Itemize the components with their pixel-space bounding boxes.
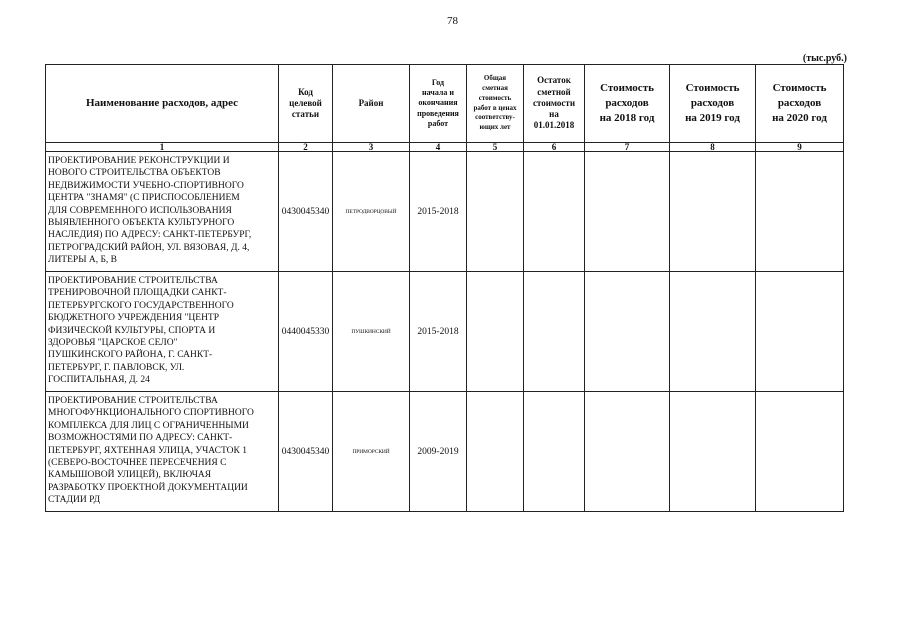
cost-2018-cell [585,272,670,392]
table-row [46,152,844,272]
total-cost-cell [467,392,524,512]
expense-name: ПРОЕКТИРОВАНИЕ РЕКОНСТРУКЦИИ И НОВОГО СТРОИТЕЛЬСТВА ОБЪЕКТОВ НЕДВИЖИМОСТИ УЧЕБНО-СПОРТИВНОГО ЦЕНТРА "ЗНАМЯ" (С ПРИСПОСОБЛЕНИЕМ ДЛЯ СОВРЕМЕННОГО ИСПОЛЬЗОВАНИЯ ВЫЯВЛЕННОГО ОБЪЕКТА КУЛЬТУРНОГО НАСЛЕДИЯ) ПО АДРЕСУ: САНКТ-ПЕТЕРБУРГ, ПЕТРОГРАДСКИЙ РАЙОН, УЛ. ВЯЗОВАЯ, Д. 4, ЛИТЕРЫ А, Б, В [46,152,279,272]
header-cost-2020: Стоимость расходов на 2020 год [756,65,844,143]
district: ПРИМОРСКИЙ [333,392,410,512]
cost-2020-cell [756,152,844,272]
remaining-cost-cell [524,152,585,272]
header-period: Год начала и окончания проведения работ [410,65,467,143]
cost-2019-cell [670,272,756,392]
header-cost-2018: Стоимость расходов на 2018 год [585,65,670,143]
target-code: 0440045330 [279,272,333,392]
cost-2019-cell [670,152,756,272]
header-rayon: Район [333,65,410,143]
column-number: 9 [756,143,844,152]
column-number: 6 [524,143,585,152]
column-number: 5 [467,143,524,152]
header-remaining-cost: Остаток сметной стоимости на 01.01.2018 [524,65,585,143]
target-code: 0430045340 [279,152,333,272]
target-code: 0430045340 [279,392,333,512]
table-row [46,392,844,512]
column-number: 7 [585,143,670,152]
column-number: 1 [46,143,279,152]
work-period: 2015-2018 [410,272,467,392]
expense-name: ПРОЕКТИРОВАНИЕ СТРОИТЕЛЬСТВА МНОГОФУНКЦИОНАЛЬНОГО СПОРТИВНОГО КОМПЛЕКСА ДЛЯ ЛИЦ С ОГРАНИЧЕННЫМИ ВОЗМОЖНОСТЯМИ ПО АДРЕСУ: САНКТ- ПЕТЕРБУРГ, ЯХТЕННАЯ УЛИЦА, УЧАСТОК 1 (СЕВЕРО-ВОСТОЧНЕЕ ПЕРЕСЕЧЕНИЯ С КАМЫШОВОЙ УЛИЦЕЙ), ВКЛЮЧАЯ РАЗРАБОТКУ ПРОЕКТНОЙ ДОКУМЕНТАЦИИ СТАДИИ РД [46,392,279,512]
header-name: Наименование расходов, адрес [46,65,279,143]
column-number: 4 [410,143,467,152]
total-cost-cell [467,272,524,392]
column-number: 3 [333,143,410,152]
header-total-cost: Общая сметная стоимость работ в ценах соответству- ющих лет [467,65,524,143]
units-label: (тыс.руб.) [802,53,847,64]
cost-2018-cell [585,152,670,272]
district: ПУШКИНСКИЙ [333,272,410,392]
header-cost-2019: Стоимость расходов на 2019 год [670,65,756,143]
header-code: Код целевой статьи [279,65,333,143]
cost-2020-cell [756,392,844,512]
remaining-cost-cell [524,392,585,512]
cost-2018-cell [585,392,670,512]
expense-name: ПРОЕКТИРОВАНИЕ СТРОИТЕЛЬСТВА ТРЕНИРОВОЧНОЙ ПЛОЩАДКИ САНКТ- ПЕТЕРБУРГСКОГО ГОСУДАРСТВЕННОГО БЮДЖЕТНОГО УЧРЕЖДЕНИЯ "ЦЕНТР ФИЗИЧЕСКОЙ КУЛЬТУРЫ, СПОРТА И ЗДОРОВЬЯ "ЦАРСКОЕ СЕЛО" ПУШКИНСКОГО РАЙОНА, Г. САНКТ- ПЕТЕРБУРГ, Г. ПАВЛОВСК, УЛ. ГОСПИТАЛЬНАЯ, Д. 24 [46,272,279,392]
total-cost-cell [467,152,524,272]
column-number: 8 [670,143,756,152]
column-number: 2 [279,143,333,152]
work-period: 2009-2019 [410,392,467,512]
district: ПЕТРОДВОРЦОВЫЙ [333,152,410,272]
cost-2020-cell [756,272,844,392]
header-row [46,65,844,143]
expenses-table [45,64,844,512]
cost-2019-cell [670,392,756,512]
page-number: 78 [447,15,458,27]
column-number-row [46,143,844,152]
work-period: 2015-2018 [410,152,467,272]
table-row [46,272,844,392]
remaining-cost-cell [524,272,585,392]
